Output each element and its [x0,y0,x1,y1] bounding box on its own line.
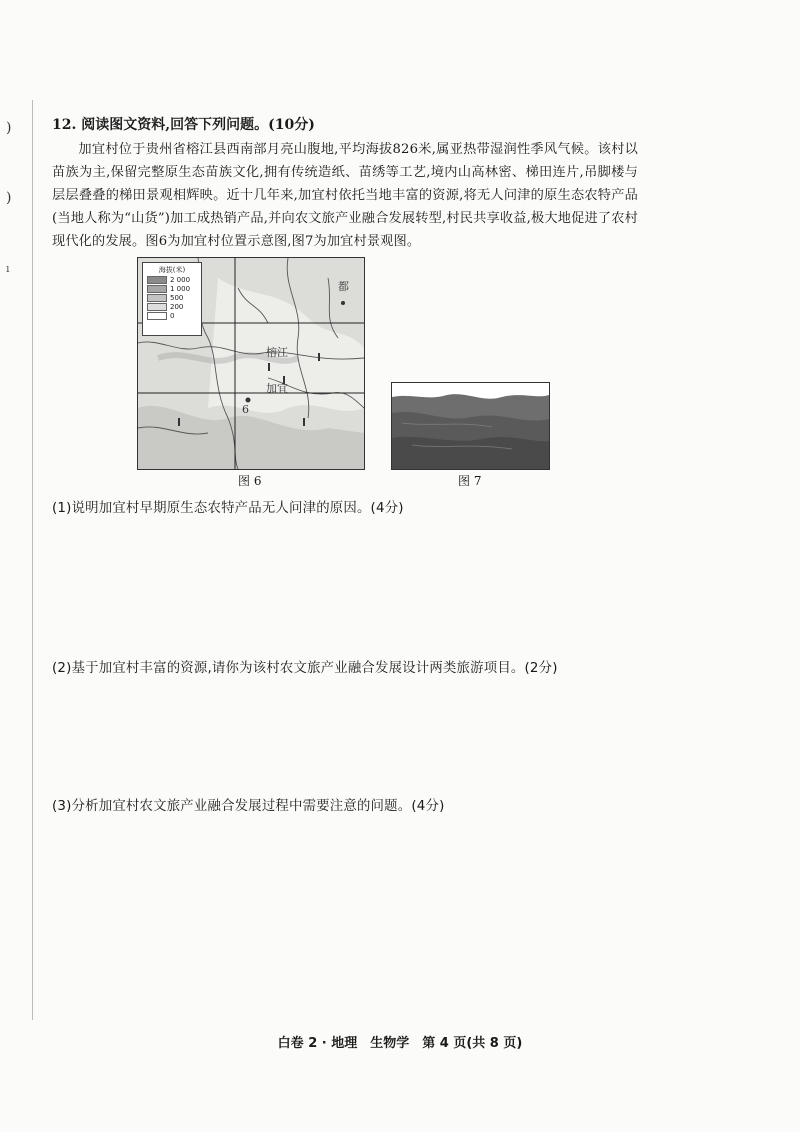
figure-6-map [137,257,365,470]
legend-label: 1 000 [170,284,191,293]
legend-label: 500 [170,293,184,302]
legend-swatch [147,312,167,320]
margin-paren-1: ) [6,120,12,136]
page-footer: 白卷 2 · 地理 生物学 第 4 页(共 8 页) [277,1036,523,1051]
figure-7-photo [391,382,550,470]
map-label-village: 加宜 [266,382,288,395]
legend-label: 0 [170,311,175,320]
question-title: 12. 阅读图文资料,回答下列问题。(10分) [52,117,315,133]
legend-swatch [147,276,167,284]
legend-swatch [147,294,167,302]
landscape-photo-graphic [392,383,549,469]
legend-row [147,302,201,311]
map-label-county: 榕江 [266,346,288,359]
legend-row [147,311,201,320]
margin-tick: ı [6,262,10,275]
legend-row [147,284,201,293]
legend-label: 200 [170,302,184,311]
figure-6-caption: 图 6 [238,474,262,488]
legend-swatch [147,303,167,311]
legend-swatch [147,285,167,293]
question-passage: 加宜村位于贵州省榕江县西南部月亮山腹地,平均海拔826米,属亚热带湿润性季风气候。该村以苗族为主,保留完整原生态苗族文化,拥有传统造纸、苗绣等工艺,境内山高林密、梯田连片,吊脚楼与层层叠叠的梯田景观相辉映。近十几年来,加宜村依托当地丰富的资源,将无人问津的原生态农特产品(当地人称为“山货”)加工成热销产品,并向农文旅产业融合发展转型,村民共享收益,极大地促进了农村现代化的发展。图6为加宜村位置示意图,图7为加宜村景观图。 [52,142,638,249]
subquestion-2: (2)基于加宜村丰富的资源,请你为该村农文旅产业融合发展设计两类旅游项目。(2分) [52,661,558,676]
legend-row [147,275,201,284]
figure-7-caption: 图 7 [458,474,482,488]
subquestion-1: (1)说明加宜村早期原生态农特产品无人问津的原因。(4分) [52,501,404,516]
map-label-mark: 6 [242,403,249,416]
elevation-legend [142,262,202,336]
margin-paren-2: ) [6,190,12,206]
legend-row [147,293,201,302]
legend-label: 2 000 [170,275,191,284]
subquestion-3: (3)分析加宜村农文旅产业融合发展过程中需要注意的问题。(4分) [52,799,445,814]
map-label-river: 都 [338,280,349,293]
binding-margin-line [32,100,33,1020]
legend-title: 海拔(米) [158,266,186,274]
